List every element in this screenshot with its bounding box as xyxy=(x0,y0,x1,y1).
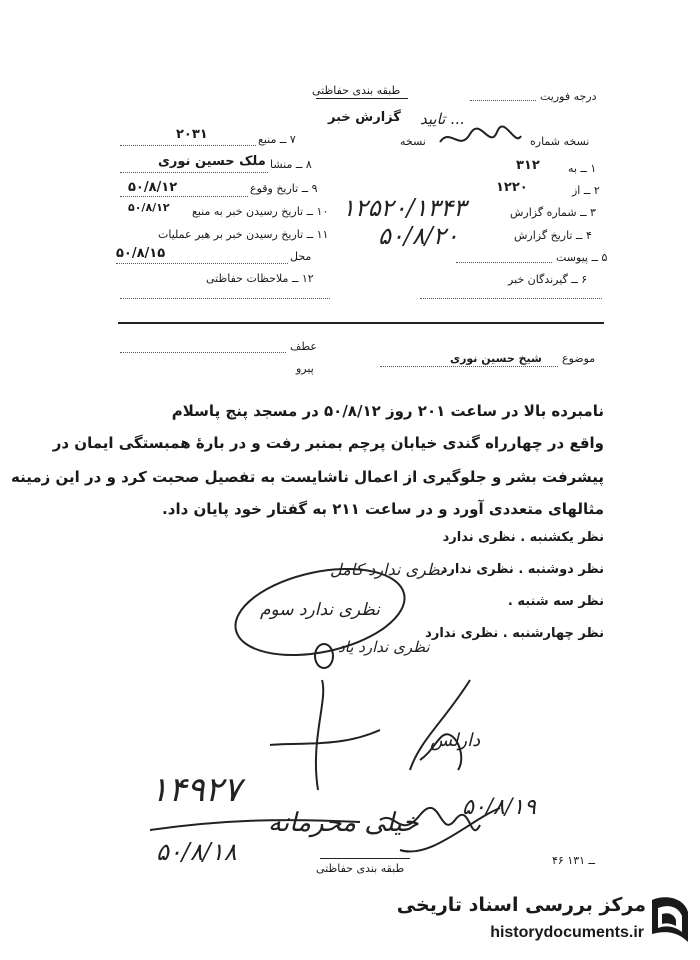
handwritten-date-2: ۵۰/۸/۱۹ xyxy=(462,795,536,820)
watermark-logo xyxy=(396,886,692,954)
field-value-location: ۵۰/۸/۱۵ xyxy=(116,246,166,261)
body-line-3: پیشرفت بشر و جلوگیری از اعمال ناشایست به تفصیل صحبت کرد و در این زمینه xyxy=(11,468,604,486)
note-wednesday: نظر چهارشنبه . نظری ندارد xyxy=(425,626,604,641)
report-title: گزارش خبر xyxy=(328,110,401,125)
field-label-security-notes: ۱۲ ــ ملاحظات حفاظتی xyxy=(206,272,314,285)
field-value-occurrence-date: ۵۰/۸/۱۲ xyxy=(128,180,178,195)
classification-bottom: طبقه بندی حفاظتی xyxy=(316,862,405,875)
field-label-recipients: ۶ ــ گیرندگان خبر xyxy=(508,273,588,286)
body-line-1: نامبرده بالا در ساعت ۲۰۱ روز ۵۰/۸/۱۲ در مسجد پنج پاسلام xyxy=(171,402,604,420)
priority-label: درجه فوریت xyxy=(540,90,597,103)
copy-number-label: نسخه شماره xyxy=(530,135,590,148)
body-line-4: مثالهای متعددی آورد و در ساعت ۲۱۱ به گفتار خود پایان داد. xyxy=(162,500,604,518)
copy-handwritten: تایید ... xyxy=(420,110,465,128)
classification-top: طبقه بندی حفاظتی xyxy=(312,84,401,97)
archive-logo-icon xyxy=(648,892,692,948)
subject-value: شیخ حسین نوری xyxy=(450,352,542,365)
handwritten-initials: دارلس xyxy=(430,730,481,751)
field-label-origin: ۸ ــ منشا xyxy=(270,158,312,171)
field-label-attachment: ۵ ــ پیوست xyxy=(556,251,608,264)
field-label-report-date: ۴ ــ تاریخ گزارش xyxy=(514,229,592,242)
copy-label: نسخه xyxy=(400,135,426,148)
subject-label: موضوع xyxy=(562,352,596,365)
field-label-source: ۷ ــ منبع xyxy=(258,133,296,146)
field-label-source-receipt: ۱۰ ــ تاریخ رسیدن خبر به منبع xyxy=(192,205,329,218)
field-value-source-receipt: ۵۰/۸/۱۲ xyxy=(128,201,170,214)
body-line-2: واقع در چهارراه گندی خیابان پرچم بمنبر رفت و در بارۀ همبستگی ایمان در xyxy=(52,434,604,452)
field-value-from: ۱۲۲۰ xyxy=(496,180,528,195)
atf-label: عطف xyxy=(290,340,317,353)
note-sunday: نظر یکشنبه . نظری ندارد xyxy=(442,530,604,545)
handwritten-date-1: ۵۰/۸/۱۸ xyxy=(156,838,237,866)
handwritten-note-2: نظری ندارد سوم xyxy=(260,600,380,620)
field-label-from: ۲ ــ از xyxy=(572,184,600,197)
page-code: ۴۶ ــ ۱۳۱ xyxy=(552,854,596,867)
field-label-to: ۱ ــ به xyxy=(568,162,597,175)
handwritten-signature: خیلی محرمانه xyxy=(268,808,419,838)
field-label-occurrence-date: ۹ ــ تاریخ وقوع xyxy=(250,182,318,195)
field-value-to: ۳۱۲ xyxy=(516,158,540,173)
field-label-report-number: ۳ ــ شماره گزارش xyxy=(510,206,596,219)
handwritten-number: ۱۴۹۲۷ xyxy=(150,770,242,810)
watermark-url: historydocuments.ir xyxy=(490,924,644,941)
field-value-origin: ملک حسین نوری xyxy=(158,154,266,169)
peyro-label: پیرو xyxy=(296,362,314,375)
note-tuesday: نظر سه شنبه . xyxy=(507,594,604,609)
watermark-org-name: مرکز بررسی اسناد تاریخی xyxy=(396,894,646,916)
cross-mark xyxy=(270,680,380,790)
handwritten-note-1: نظری ندارد کامل xyxy=(330,560,445,579)
ellipse-mark xyxy=(228,555,413,669)
field-label-ops-receipt: ۱۱ ــ تاریخ رسیدن خبر بر هبر عملیات xyxy=(158,228,329,241)
note-monday: نظر دوشنبه . نظری ندارد xyxy=(440,562,604,577)
field-label-location: محل xyxy=(290,250,312,263)
initials-scribble xyxy=(410,680,470,770)
field-value-report-number: ۱۲۵۲۰/۱۳۴۳ xyxy=(342,194,467,222)
handwritten-note-3: نظری ندارد یاد xyxy=(338,638,430,656)
field-value-report-date: ۵۰/۸/۲۰ xyxy=(378,222,459,250)
field-value-source: ۲۰۳۱ xyxy=(176,127,208,142)
